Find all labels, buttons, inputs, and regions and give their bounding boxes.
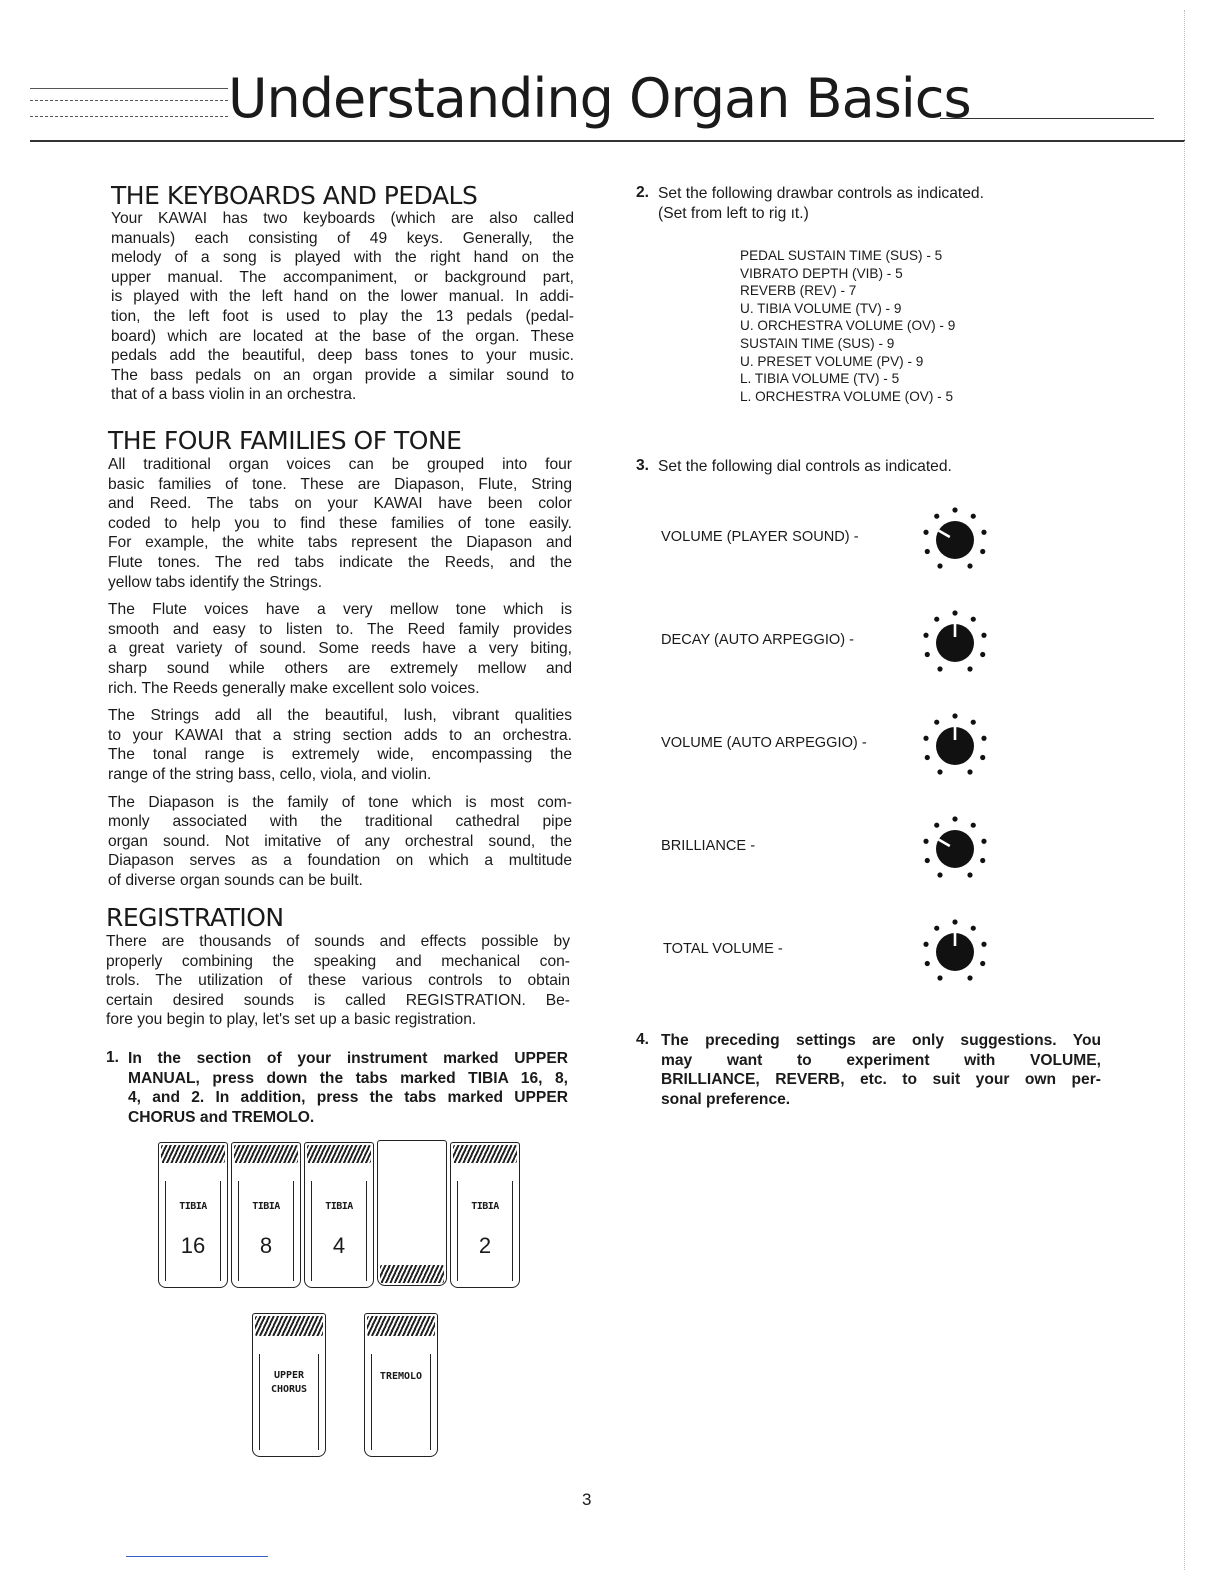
text-line: The preceding settings are only suggestions. You	[661, 1032, 1101, 1049]
step-number: 2.	[636, 184, 650, 201]
dial-scale-dot	[967, 872, 972, 877]
text-line: smooth and easy to listen to. The Reed family provides	[108, 620, 572, 638]
text-line: and Reed. The tabs on your KAWAI have been color	[108, 495, 572, 513]
drawbar-setting: U. TIBIA VOLUME (TV) - 9	[740, 300, 902, 316]
tab-hatch	[161, 1145, 225, 1163]
dial-scale-dot	[980, 549, 985, 554]
text-line: The Strings add all the beautiful, lush, vibrant qualities	[108, 707, 572, 725]
footer-rule	[126, 1556, 268, 1557]
dial-scale-dot	[980, 652, 985, 657]
text-line: fore you begin to play, let's set up a basic registration.	[106, 1011, 477, 1029]
dial-knob-icon	[905, 902, 1005, 1002]
text-line: melody of a song is played with the right hand on the	[111, 249, 574, 267]
dial-scale-dot	[923, 633, 928, 638]
drawbar-setting: PEDAL SUSTAIN TIME (SUS) - 5	[740, 248, 943, 263]
tab-value: 2	[478, 1233, 492, 1258]
section-heading: THE KEYBOARDS AND PEDALS	[111, 181, 478, 210]
dial-scale-dot	[952, 816, 957, 821]
text-line: Flute tones. The red tabs indicate the Reeds, and the	[108, 553, 572, 571]
section-body	[111, 209, 574, 405]
dial-scale-dot	[934, 514, 939, 519]
dial-scale-dot	[967, 769, 972, 774]
text-line: range of the string bass, cello, viola, and violin.	[108, 765, 432, 783]
text-line: There are thousands of sounds and effects possible by	[106, 933, 570, 950]
dial-knob-icon	[905, 593, 1005, 693]
page-title: Understanding Organ Basics	[228, 67, 971, 130]
tab-upper-chorus	[252, 1313, 326, 1457]
tab-label-line: CHORUS	[270, 1384, 308, 1395]
dial-knob-icon	[905, 490, 1005, 590]
text-line: trols. The utilization of these various controls to obtain	[106, 972, 570, 990]
text-line: The Diapason is the family of tone which is most com-	[108, 793, 572, 811]
text-line: of diverse organ sounds can be built.	[108, 871, 363, 889]
paragraph	[108, 706, 572, 784]
tab-tremolo	[364, 1313, 438, 1457]
scan-edge	[1184, 10, 1185, 1570]
dial-label: VOLUME (AUTO ARPEGGIO) -	[661, 735, 867, 751]
dial-scale-dot	[923, 736, 928, 741]
dial-scale-dot	[967, 975, 972, 980]
tab-hatch	[234, 1145, 298, 1163]
dial-scale-dot	[971, 617, 976, 622]
tab-hatch	[380, 1265, 444, 1283]
paragraph	[108, 455, 572, 592]
tab-value: 16	[180, 1233, 206, 1258]
text-line: rich. The Reeds generally make excellent solo voices.	[108, 679, 480, 697]
dial-scale-dot	[967, 563, 972, 568]
text-line: basic families of tone. These are Diapason, Flute, String	[108, 475, 572, 493]
header-dash	[30, 116, 228, 117]
tab-tibia-4	[304, 1142, 374, 1288]
tab-hatch	[307, 1145, 371, 1163]
drawbar-setting: L. TIBIA VOLUME (TV) - 5	[740, 371, 900, 387]
dial-scale-dot	[981, 633, 986, 638]
text-line: upper manual. The accompaniment, or background part,	[111, 268, 574, 286]
text-line: The Flute voices have a very mellow tone which is	[108, 601, 572, 619]
dial-label: BRILLIANCE -	[661, 838, 756, 854]
text-line: pedals add the beautiful, deep bass tones to your music.	[111, 347, 574, 365]
section-heading: REGISTRATION	[106, 903, 284, 932]
text-line: Diapason serves as a foundation on which a multitude	[108, 852, 572, 870]
dial-knob-icon	[905, 799, 1005, 899]
section-families	[108, 428, 572, 890]
text-line: board) which are located at the base of the organ. These	[111, 327, 574, 345]
text-line: yellow tabs identify the Strings.	[108, 573, 323, 591]
text-line: In the section of your instrument marked UPPER	[128, 1050, 568, 1067]
dial-knob	[936, 830, 974, 868]
tab-label-line: TREMOLO	[379, 1371, 423, 1382]
dial-settings	[600, 490, 1060, 990]
chorus-tremolo-illustration	[252, 1313, 442, 1463]
paragraph	[108, 600, 572, 698]
tab-hatch	[453, 1145, 517, 1163]
title-underline	[940, 118, 1154, 119]
dial-label: DECAY (AUTO ARPEGGIO) -	[661, 632, 854, 648]
text-line: organ sound. Not imitative of any orchestral sound, the	[108, 832, 572, 850]
tab-hatch	[255, 1316, 323, 1336]
drawbar-setting: L. ORCHESTRA VOLUME (OV) - 5	[740, 388, 954, 404]
dial-scale-dot	[925, 858, 930, 863]
tab-label: TIBIA	[325, 1201, 353, 1212]
tab-hatch	[367, 1316, 435, 1336]
dial-scale-dot	[952, 507, 957, 512]
dial-scale-dot	[925, 961, 930, 966]
step-text	[128, 1049, 568, 1127]
text-line: may want to experiment with VOLUME,	[661, 1051, 1101, 1069]
dial-label: TOTAL VOLUME -	[663, 941, 783, 957]
section-registration	[106, 905, 570, 1030]
tab-face	[165, 1181, 221, 1281]
drawbar-setting: SUSTAIN TIME (SUS) - 9	[740, 335, 895, 351]
tab-label	[365, 1370, 437, 1384]
text-line: The tonal range is extremely wide, encompassing the	[108, 746, 572, 764]
step-number: 4.	[636, 1031, 650, 1048]
text-line: manuals) each consisting of 49 keys. Generally, the	[111, 229, 574, 247]
dial-scale-dot	[980, 755, 985, 760]
dial-scale-dot	[937, 872, 942, 877]
dial-knob	[936, 521, 974, 559]
tibia-tabs-illustration	[158, 1140, 528, 1292]
drawbar-settings	[740, 247, 1040, 405]
tab-face	[371, 1354, 431, 1450]
dial-scale-dot	[937, 563, 942, 568]
text-line: BRILLIANCE, REVERB, etc. to suit your own per-	[661, 1071, 1101, 1088]
dial-scale-dot	[981, 839, 986, 844]
section-keyboards	[111, 183, 574, 405]
step-text	[661, 1031, 1101, 1109]
tab-tibia-8	[231, 1142, 301, 1288]
text-line: sharp sound while others are extremely mellow and	[108, 659, 572, 677]
tab-label: TIBIA	[179, 1201, 207, 1212]
dial-scale-dot	[937, 769, 942, 774]
text-line: monly associated with the traditional cathedral pipe	[108, 813, 572, 831]
dial-scale-dot	[971, 823, 976, 828]
dial-scale-dot	[981, 736, 986, 741]
dial-scale-dot	[925, 549, 930, 554]
text-line: sonal preference.	[661, 1090, 791, 1108]
text-line: to your KAWAI that a string section adds to an orchestra.	[108, 726, 572, 744]
text-line: tion, the left foot is used to play the 13 pedals (pedal-	[111, 307, 574, 325]
dial-scale-dot	[934, 720, 939, 725]
dial-scale-dot	[952, 713, 957, 718]
tab-face	[311, 1181, 367, 1281]
text-line: MANUAL, press down the tabs marked TIBIA 16, 8,	[128, 1069, 568, 1087]
dial-scale-dot	[923, 839, 928, 844]
tab-label: TIBIA	[471, 1201, 499, 1212]
dial-scale-dot	[925, 652, 930, 657]
dial-scale-dot	[967, 666, 972, 671]
dial-scale-dot	[971, 926, 976, 931]
tab-label: TIBIA	[252, 1201, 280, 1212]
text-line: CHORUS and TREMOLO.	[128, 1108, 315, 1126]
text-line: Your KAWAI has two keyboards (which are also called	[111, 210, 574, 227]
section-heading: THE FOUR FAMILIES OF TONE	[108, 426, 462, 455]
dial-scale-dot	[934, 617, 939, 622]
text-line: For example, the white tabs represent the Diapason and	[108, 534, 572, 552]
text-line: certain desired sounds is called REGISTRATION. Be-	[106, 991, 570, 1009]
dial-knob-icon	[905, 696, 1005, 796]
dial-scale-dot	[923, 530, 928, 535]
dial-scale-dot	[937, 975, 942, 980]
tab-face	[238, 1181, 294, 1281]
drawbar-setting: U. PRESET VOLUME (PV) - 9	[740, 353, 924, 369]
step-text: Set the following dial controls as indicated.	[658, 458, 952, 475]
dial-scale-dot	[952, 610, 957, 615]
drawbar-setting: REVERB (REV) - 7	[740, 283, 857, 299]
drawbar-setting: U. ORCHESTRA VOLUME (OV) - 9	[740, 318, 956, 334]
dial-label: VOLUME (PLAYER SOUND) -	[661, 529, 859, 545]
step-text: (Set from left to rig ıt.)	[658, 205, 809, 222]
tab-blank	[377, 1140, 447, 1286]
step-text: Set the following drawbar controls as indicated.	[658, 185, 984, 202]
dial-scale-dot	[937, 666, 942, 671]
dial-scale-dot	[981, 942, 986, 947]
page-number: 3	[582, 1490, 592, 1509]
dial-scale-dot	[980, 858, 985, 863]
tab-tibia-16	[158, 1142, 228, 1288]
tab-face	[457, 1181, 513, 1281]
tab-tibia-2	[450, 1142, 520, 1288]
text-line: is played with the left hand on the lower manual. In addi-	[111, 288, 574, 306]
header-rule	[30, 140, 1185, 142]
step-number: 3.	[636, 457, 650, 474]
section-body	[106, 932, 570, 1030]
dial-scale-dot	[971, 514, 976, 519]
dial-scale-dot	[971, 720, 976, 725]
dial-scale-dot	[980, 961, 985, 966]
header-dash	[30, 88, 228, 89]
dial-scale-dot	[925, 755, 930, 760]
tab-value: 8	[259, 1233, 273, 1258]
text-line: All traditional organ voices can be grouped into four	[108, 456, 572, 473]
text-line: The bass pedals on an organ provide a similar sound to	[111, 366, 574, 384]
text-line: 4, and 2. In addition, press the tabs marked UPPER	[128, 1089, 568, 1106]
tab-label-line: UPPER	[273, 1370, 305, 1381]
dial-scale-dot	[923, 942, 928, 947]
header-dash	[30, 100, 228, 101]
dial-scale-dot	[952, 919, 957, 924]
step-number: 1.	[106, 1049, 120, 1066]
text-line: properly combining the speaking and mechanical con-	[106, 952, 570, 970]
paragraph	[108, 793, 572, 891]
text-line: a great variety of sound. Some reeds have a very biting,	[108, 640, 572, 658]
text-line: coded to help you to find these families of tone easily.	[108, 514, 572, 532]
dial-scale-dot	[981, 530, 986, 535]
dial-scale-dot	[934, 926, 939, 931]
drawbar-setting: VIBRATO DEPTH (VIB) - 5	[740, 265, 903, 281]
tab-label	[253, 1369, 325, 1397]
text-line: that of a bass violin in an orchestra.	[111, 386, 357, 404]
dial-scale-dot	[934, 823, 939, 828]
tab-value: 4	[332, 1233, 346, 1258]
